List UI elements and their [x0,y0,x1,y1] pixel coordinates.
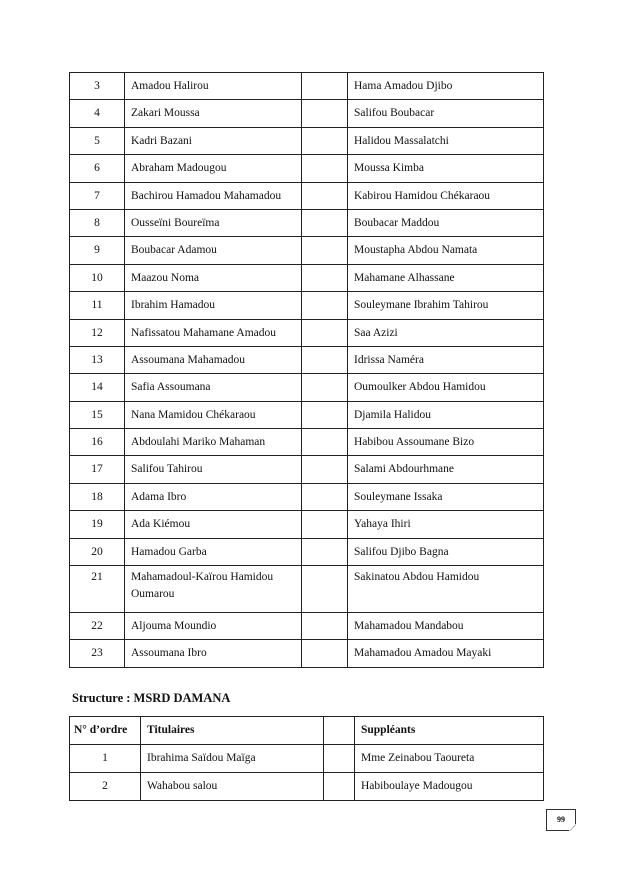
blank-cell [302,100,348,127]
order-number-cell: 7 [70,182,125,209]
blank-cell [324,773,355,801]
suppleant-cell: Habibou Assoumane Bizo [348,429,544,456]
order-number-cell: 23 [70,640,125,667]
order-number-cell: 19 [70,511,125,538]
titulaire-cell: Salifou Tahirou [125,456,302,483]
titulaire-cell: Amadou Halirou [125,73,302,100]
order-number-cell: 2 [70,773,141,801]
order-number-cell: 6 [70,155,125,182]
suppleant-cell: Djamila Halidou [348,401,544,428]
suppleant-cell: Idrissa Naméra [348,346,544,373]
table-row [70,511,544,538]
order-number-cell: 22 [70,613,125,640]
blank-cell [302,73,348,100]
titulaire-cell: Adama Ibro [125,483,302,510]
suppleant-cell: Mahamadou Amadou Mayaki [348,640,544,667]
suppleant-cell: Halidou Massalatchi [348,127,544,154]
titulaire-cell: Zakari Moussa [125,100,302,127]
blank-cell [302,346,348,373]
table-row [70,346,544,373]
suppleant-cell: Saa Azizi [348,319,544,346]
blank-cell [302,237,348,264]
table-row [70,745,544,773]
order-number-cell: 15 [70,401,125,428]
order-number-cell: 8 [70,209,125,236]
order-number-cell: 3 [70,73,125,100]
table-row [70,566,544,613]
titulaire-cell: Mahamadoul-Kaïrou Hamidou Oumarou [125,566,302,613]
suppleant-cell: Kabirou Hamidou Chékaraou [348,182,544,209]
order-number-cell: 20 [70,538,125,565]
blank-cell [302,483,348,510]
table-row [70,319,544,346]
titulaire-cell: Ibrahima Saïdou Maïga [141,745,324,773]
suppleant-cell: Yahaya Ihiri [348,511,544,538]
header-titulaires: Titulaires [141,717,324,745]
table-row [70,374,544,401]
blank-cell [302,401,348,428]
members-table-body [70,73,544,668]
order-number-cell: 9 [70,237,125,264]
titulaire-cell: Nana Mamidou Chékaraou [125,401,302,428]
titulaire-cell: Assoumana Mahamadou [125,346,302,373]
titulaire-cell: Bachirou Hamadou Mahamadou [125,182,302,209]
suppleant-cell: Sakinatou Abdou Hamidou [348,566,544,613]
blank-cell [302,264,348,291]
suppleant-cell: Mahamane Alhassane [348,264,544,291]
titulaire-cell: Safia Assoumana [125,374,302,401]
blank-cell [324,745,355,773]
table-row [70,401,544,428]
order-number-cell: 5 [70,127,125,154]
order-number-cell: 10 [70,264,125,291]
members-table [69,72,544,668]
suppleant-cell: Salifou Djibo Bagna [348,538,544,565]
table-row [70,182,544,209]
blank-cell [302,640,348,667]
table-row [70,237,544,264]
order-number-cell: 14 [70,374,125,401]
order-number-cell: 18 [70,483,125,510]
suppleant-cell: Salifou Boubacar [348,100,544,127]
blank-cell [302,511,348,538]
header-blank [324,717,355,745]
blank-cell [302,374,348,401]
table-row [70,209,544,236]
header-suppleants: Suppléants [355,717,544,745]
blank-cell [302,429,348,456]
titulaire-cell: Abdoulahi Mariko Mahaman [125,429,302,456]
titulaire-cell: Maazou Noma [125,264,302,291]
suppleant-cell: Habiboulaye Madougou [355,773,544,801]
table-row [70,538,544,565]
titulaire-cell: Kadri Bazani [125,127,302,154]
table-row [70,483,544,510]
suppleant-cell: Oumoulker Abdou Hamidou [348,374,544,401]
titulaire-cell: Hamadou Garba [125,538,302,565]
suppleant-cell: Hama Amadou Djibo [348,73,544,100]
order-number-cell: 1 [70,745,141,773]
table-row [70,100,544,127]
titulaire-cell: Boubacar Adamou [125,237,302,264]
blank-cell [302,613,348,640]
suppleant-cell: Moussa Kimba [348,155,544,182]
titulaire-cell: Assoumana Ibro [125,640,302,667]
blank-cell [302,566,348,613]
blank-cell [302,155,348,182]
suppleant-cell: Moustapha Abdou Namata [348,237,544,264]
blank-cell [302,209,348,236]
titulaire-cell: Ada Kiémou [125,511,302,538]
suppleant-cell: Souleymane Issaka [348,483,544,510]
table-row [70,456,544,483]
structure-heading: Structure : MSRD DAMANA [72,691,231,705]
page-number: 99 [546,809,576,831]
order-number-cell: 13 [70,346,125,373]
suppleant-cell: Souleymane Ibrahim Tahirou [348,292,544,319]
order-number-cell: 12 [70,319,125,346]
suppleant-cell: Mahamadou Mandabou [348,613,544,640]
table-row [70,264,544,291]
blank-cell [302,538,348,565]
table-row [70,155,544,182]
structure-table [69,716,544,801]
table-row [70,640,544,667]
table-row [70,429,544,456]
blank-cell [302,127,348,154]
titulaire-cell: Ousseïni Boureïma [125,209,302,236]
suppleant-cell: Mme Zeinabou Taoureta [355,745,544,773]
header-order-number: N° d’ordre [70,717,141,745]
structure-table-body [70,745,544,801]
titulaire-cell: Ibrahim Hamadou [125,292,302,319]
blank-cell [302,292,348,319]
table-row [70,613,544,640]
blank-cell [302,319,348,346]
table-row [70,773,544,801]
table-row [70,292,544,319]
order-number-cell: 17 [70,456,125,483]
titulaire-cell: Nafissatou Mahamane Amadou [125,319,302,346]
suppleant-cell: Salami Abdourhmane [348,456,544,483]
titulaire-cell: Abraham Madougou [125,155,302,182]
blank-cell [302,456,348,483]
table-header-row [70,717,544,745]
suppleant-cell: Boubacar Maddou [348,209,544,236]
titulaire-cell: Aljouma Moundio [125,613,302,640]
order-number-cell: 16 [70,429,125,456]
table-row [70,73,544,100]
table-row [70,127,544,154]
order-number-cell: 4 [70,100,125,127]
titulaire-cell: Wahabou salou [141,773,324,801]
blank-cell [302,182,348,209]
order-number-cell: 21 [70,566,125,613]
order-number-cell: 11 [70,292,125,319]
